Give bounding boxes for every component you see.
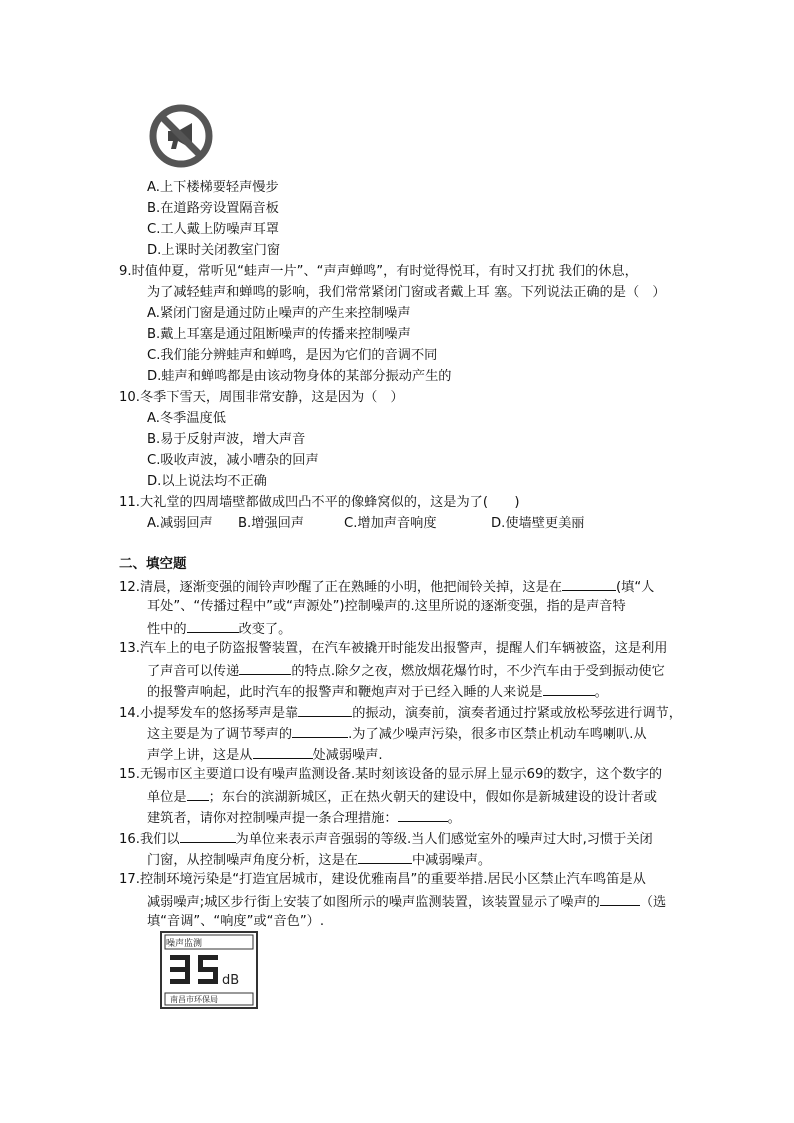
answer-blank[interactable]: [398, 807, 448, 822]
q11-option-a: A.减弱回声: [147, 516, 213, 531]
q12-text-3b: 改变了。: [238, 622, 292, 637]
q12-line3: [147, 618, 291, 640]
q15-text-3a: 建筑者，请你对控制噪声提一条合理措施：: [147, 811, 398, 826]
q14-text-1a: 14.小提琴发车的悠扬琴声是靠: [119, 706, 299, 721]
q14-text-2a: 这主要是为了调节琴声的: [147, 727, 293, 742]
q8-option-d: D.上课时关闭教室门窗: [147, 243, 281, 258]
q17-line2: [147, 891, 666, 913]
q17-text-2a: 减弱噪声;城区步行街上安装了如图所示的噪声监测装置，该装置显示了噪声的: [147, 895, 600, 910]
q10-option-b: B.易于反射声波，增大声音: [147, 432, 306, 447]
q10-option-d: D.以上说法均不正确: [147, 474, 267, 489]
q14-line2: [147, 723, 647, 745]
q9-option-b: B.戴上耳塞是通过阻断噪声的传播来控制噪声: [147, 327, 411, 342]
q12-text-1b: (填“人: [615, 580, 655, 595]
answer-blank[interactable]: [292, 723, 348, 738]
q15-line1: 15.无锡市区主要道口设有噪声监测设备.某时刻该设备的显示屏上显示69的数字，这个数字的: [119, 767, 663, 782]
q17-line1: 17.控制环境污染是“打造宜居城市，建设优雅南昌”的重要举措.居民小区禁止汽车鸣笛是从: [119, 872, 646, 887]
q15-text-2b: ；东台的滨湖新城区，正在热火朝天的建设中，假如你是新城建设的设计者或: [208, 790, 657, 805]
monitor-footer: 南昌市环保局: [170, 995, 218, 1004]
q14-line3: [147, 744, 383, 766]
q16-text-1b: 为单位来表示声音强弱的等级.当人们感觉室外的噪声过大时,习惯于关闭: [235, 832, 653, 847]
q10-stem: 10.冬季下雪天，周围非常安静，这是因为（ ）: [119, 390, 404, 405]
q15-line3: [147, 807, 461, 829]
q17-text-2b: （选: [639, 895, 667, 910]
q13-text-3b: 。: [594, 685, 608, 700]
q12-line1: [119, 576, 654, 598]
answer-blank[interactable]: [187, 618, 239, 633]
q15-line2: [147, 786, 657, 808]
q16-text-2b: 中减弱噪声。: [412, 853, 492, 868]
q14-line1: [119, 702, 682, 724]
q14-text-3b: 处减弱噪声.: [312, 748, 383, 763]
q13-line3: [147, 681, 608, 703]
q8-option-a: A.上下楼梯要轻声慢步: [147, 180, 279, 195]
answer-blank[interactable]: [187, 786, 209, 801]
answer-blank[interactable]: [253, 744, 313, 759]
q13-text-2b: 的特点.除夕之夜，燃放烟花爆竹时，不少汽车由于受到振动使它: [291, 664, 665, 679]
q12-text-3a: 性中的: [147, 622, 187, 637]
q9-stem-line1: 9.时值仲夏，常听见“蛙声一片”、“声声蝉鸣”，有时觉得悦耳，有时又打扰 我们的休息，: [119, 264, 638, 279]
q16-text-1a: 16.我们以: [119, 832, 180, 847]
section-title: 二、填空题: [119, 556, 187, 572]
answer-blank[interactable]: [298, 702, 352, 717]
q11-option-b: B.增强回声: [238, 516, 304, 531]
noise-monitor-figure: [160, 931, 258, 1009]
answer-blank[interactable]: [239, 660, 291, 675]
q13-line2: [147, 660, 665, 682]
q9-option-d: D.蛙声和蝉鸣都是由该动物身体的某部分振动产生的: [147, 369, 452, 384]
q12-line2: 耳处”、“传播过程中”或“声源处”)控制噪声的.这里所说的逐渐变强，指的是声音特: [147, 599, 626, 614]
q14-text-1b: 的振动，演奏前，演奏者通过拧紧或放松琴弦进行调节，: [352, 706, 682, 721]
q10-option-a: A.冬季温度低: [147, 411, 226, 426]
q15-text-3b: 。: [447, 811, 461, 826]
q16-line2: [147, 849, 491, 871]
q17-line3: 填“音调”、“响度”或“音色”）.: [147, 914, 325, 929]
q13-text-3a: 的报警声响起，此时汽车的报警声和鞭炮声对于已经入睡的人来说是: [147, 685, 543, 700]
q15-text-2a: 单位是: [147, 790, 187, 805]
answer-blank[interactable]: [562, 576, 616, 591]
q10-option-c: C.吸收声波，减小嘈杂的回声: [147, 453, 319, 468]
q8-option-c: C.工人戴上防噪声耳罩: [147, 222, 280, 237]
q12-text-1a: 12.清晨，逐渐变强的闹铃声吵醒了正在熟睡的小明，他把闹铃关掉，这是在: [119, 580, 562, 595]
q16-line1: [119, 828, 653, 850]
q11-option-c: C.增加声音响度: [344, 516, 437, 531]
q11-option-d: D.使墙壁更美丽: [491, 516, 585, 531]
q11-stem: 11.大礼堂的四周墙壁都做成凹凸不平的像蜂窝似的，这是为了( ): [119, 495, 520, 510]
monitor-unit: dB: [222, 973, 240, 988]
q14-text-2b: .为了减少噪声污染，很多市区禁止机动车鸣喇叭.从: [348, 727, 647, 742]
q9-stem-line2: 为了减轻蛙声和蝉鸣的影响，我们常常紧闭门窗或者戴上耳 塞。下列说法正确的是（ ）: [147, 285, 666, 300]
answer-blank[interactable]: [358, 849, 412, 864]
monitor-title: 噪声监测: [166, 939, 203, 949]
q16-text-2a: 门窗，从控制噪声角度分析，这是在: [147, 853, 358, 868]
q8-option-b: B.在道路旁设置隔音板: [147, 201, 279, 216]
q9-option-c: C.我们能分辨蛙声和蝉鸣，是因为它们的音调不同: [147, 348, 438, 363]
answer-blank[interactable]: [543, 681, 595, 696]
q13-line1: 13.汽车上的电子防盗报警装置，在汽车被撬开时能发出报警声，提醒人们车辆被盗，这是利用: [119, 641, 668, 656]
q13-text-2a: 了声音可以传递: [147, 664, 240, 679]
q14-text-3a: 声学上讲，这是从: [147, 748, 253, 763]
answer-blank[interactable]: [600, 891, 640, 906]
no-horn-sign-icon: [148, 103, 214, 169]
answer-blank[interactable]: [180, 828, 236, 843]
q9-option-a: A.紧闭门窗是通过防止噪声的产生来控制噪声: [147, 306, 411, 321]
